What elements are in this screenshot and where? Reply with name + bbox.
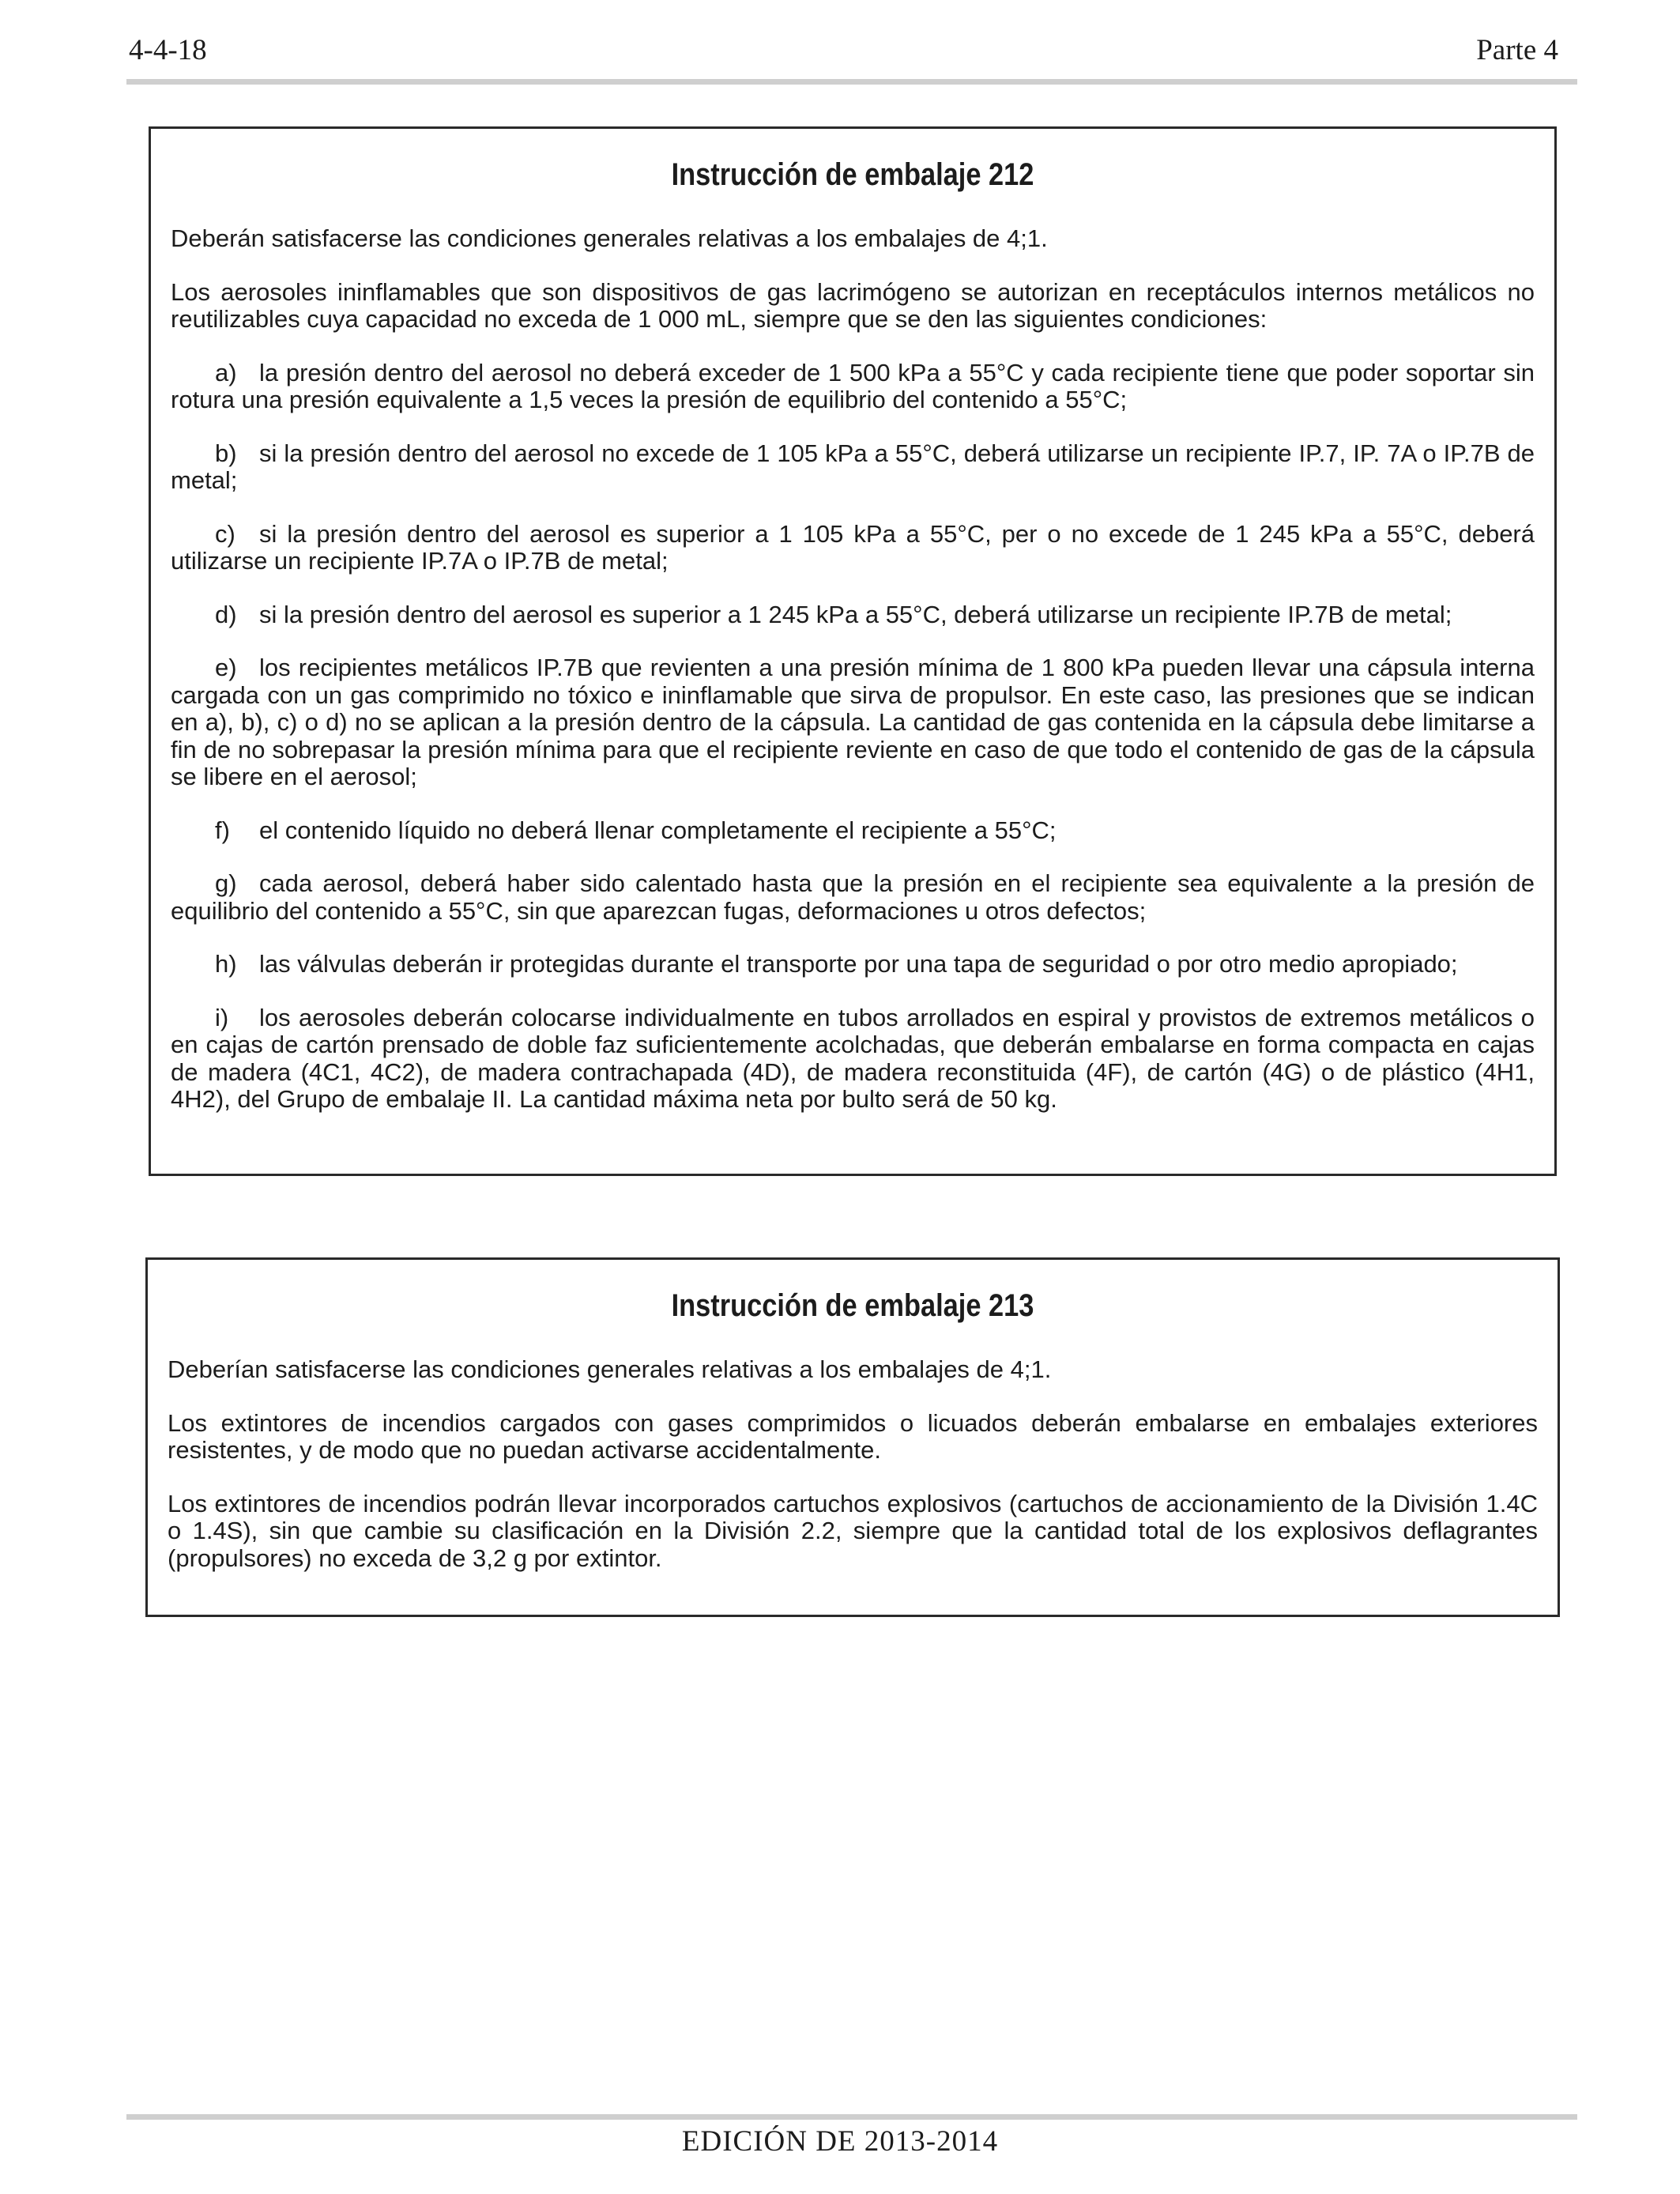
condition-item-i (171, 1005, 1535, 1114)
condition-text: la presión dentro del aerosol no deberá exceder de 1 500 kPa a 55°C y cada recipiente tiene que poder soportar sin rotura una presión equivalente a 1,5 veces la presión de equilibrio del contenido a 55°C; (171, 358, 1535, 413)
instruction-213-paragraph: Deberían satisfacerse las condiciones generales relativas a los embalajes de 4;1. (168, 1355, 1052, 1383)
condition-item-a (171, 360, 1535, 414)
part-label: Parte 4 (1476, 34, 1558, 66)
condition-label: b) (215, 439, 237, 467)
packing-instruction-213 (145, 1257, 1560, 1617)
condition-label: d) (215, 600, 237, 628)
instruction-213-paragraph: Los extintores de incendios cargados con gases comprimidos o licuados deberán embalarse en embalajes exteriores resistentes, y de modo que no puedan activarse accidentalmente. (168, 1408, 1538, 1464)
condition-label: g) (215, 869, 237, 897)
condition-label: h) (215, 950, 237, 978)
condition-label: e) (215, 654, 237, 681)
instruction-213-paragraph: Los extintores de incendios podrán llevar incorporados cartuchos explosivos (cartuchos de accionamiento de la División 1.4C o 1.4S), sin que cambie su clasificación en la División 2.2, siempre que la cantidad total de los explosivos deflagrantes (propulsores) no exceda de 3,2 g por extintor. (168, 1489, 1538, 1572)
instruction-213-title: Instrucción de embalaje 213 (671, 1288, 1034, 1323)
condition-item-f (171, 817, 1535, 845)
condition-item-b (171, 440, 1535, 495)
condition-text: cada aerosol, deberá haber sido calentado hasta que la presión en el recipiente sea equivalente a la presión de equilibrio del contenido a 55°C, sin que aparezcan fugas, deformaciones u otros defectos; (171, 869, 1535, 925)
instruction-212-title: Instrucción de embalaje 212 (671, 157, 1034, 192)
condition-text: los recipientes metálicos IP.7B que revienten a una presión mínima de 1 800 kPa pueden llevar una cápsula interna cargada con un gas comprimido no tóxico e ininflamable que sirva de propulsor. En este caso, las presiones que se indican en a), b), c) o d) no se aplican a la presión dentro de la cápsula. La cantidad de gas contenida en la cápsula debe limitarse a fin de no sobrepasar la presión mínima para que el recipiente reviente en caso de que todo el contenido de gas de la cápsula se libere en el aerosol; (171, 654, 1535, 790)
page-header (129, 30, 1576, 74)
edition-footer: EDICIÓN DE 2013-2014 (681, 2125, 999, 2158)
header-rule (126, 79, 1577, 85)
instruction-212-paragraph: Los aerosoles ininflamables que son dispositivos de gas lacrimógeno se autorizan en receptáculos internos metálicos no reutilizables cuya capacidad no exceda de 1 000 mL, siempre que se den las siguientes condiciones: (171, 277, 1535, 333)
packing-instruction-212 (149, 126, 1557, 1176)
condition-item-e (171, 654, 1535, 791)
condition-label: a) (215, 358, 237, 386)
condition-text: las válvulas deberán ir protegidas durante el transporte por una tapa de seguridad o por otro medio apropiado; (259, 950, 1458, 978)
page-number: 4-4-18 (129, 34, 207, 66)
condition-label: f) (215, 816, 230, 844)
condition-text: si la presión dentro del aerosol es superior a 1 245 kPa a 55°C, deberá utilizarse un recipiente IP.7B de metal; (259, 600, 1452, 628)
footer-rule (126, 2114, 1577, 2120)
condition-label: c) (215, 519, 235, 548)
condition-item-c (171, 521, 1535, 575)
condition-text: si la presión dentro del aerosol no excede de 1 105 kPa a 55°C, deberá utilizarse un recipiente IP.7, IP. 7A o IP.7B de metal; (171, 439, 1535, 494)
condition-label: i) (215, 1003, 229, 1031)
condition-text: si la presión dentro del aerosol es superior a 1 105 kPa a 55°C, per o no excede de 1 245 kPa a 55°C, deberá utilizarse un recipiente IP.7A o IP.7B de metal; (171, 519, 1535, 575)
condition-item-h (171, 951, 1535, 978)
condition-text: el contenido líquido no deberá llenar completamente el recipiente a 55°C; (259, 816, 1057, 844)
condition-text: los aerosoles deberán colocarse individualmente en tubos arrollados en espiral y provistos de extremos metálicos o en cajas de cartón prensado de doble faz suficientemente acolchadas, que deberán embalarse en forma compacta en cajas de madera (4C1, 4C2), de madera contrachapada (4D), de madera reconstituida (4F), de cartón (4G) o de plástico (4H1, 4H2), del Grupo de embalaje II. La cantidad máxima neta por bulto será de 50 kg. (171, 1003, 1535, 1113)
condition-item-d (171, 601, 1535, 629)
condition-item-g (171, 870, 1535, 925)
instruction-212-intro: Deberán satisfacerse las condiciones generales relativas a los embalajes de 4;1. (171, 224, 1048, 252)
